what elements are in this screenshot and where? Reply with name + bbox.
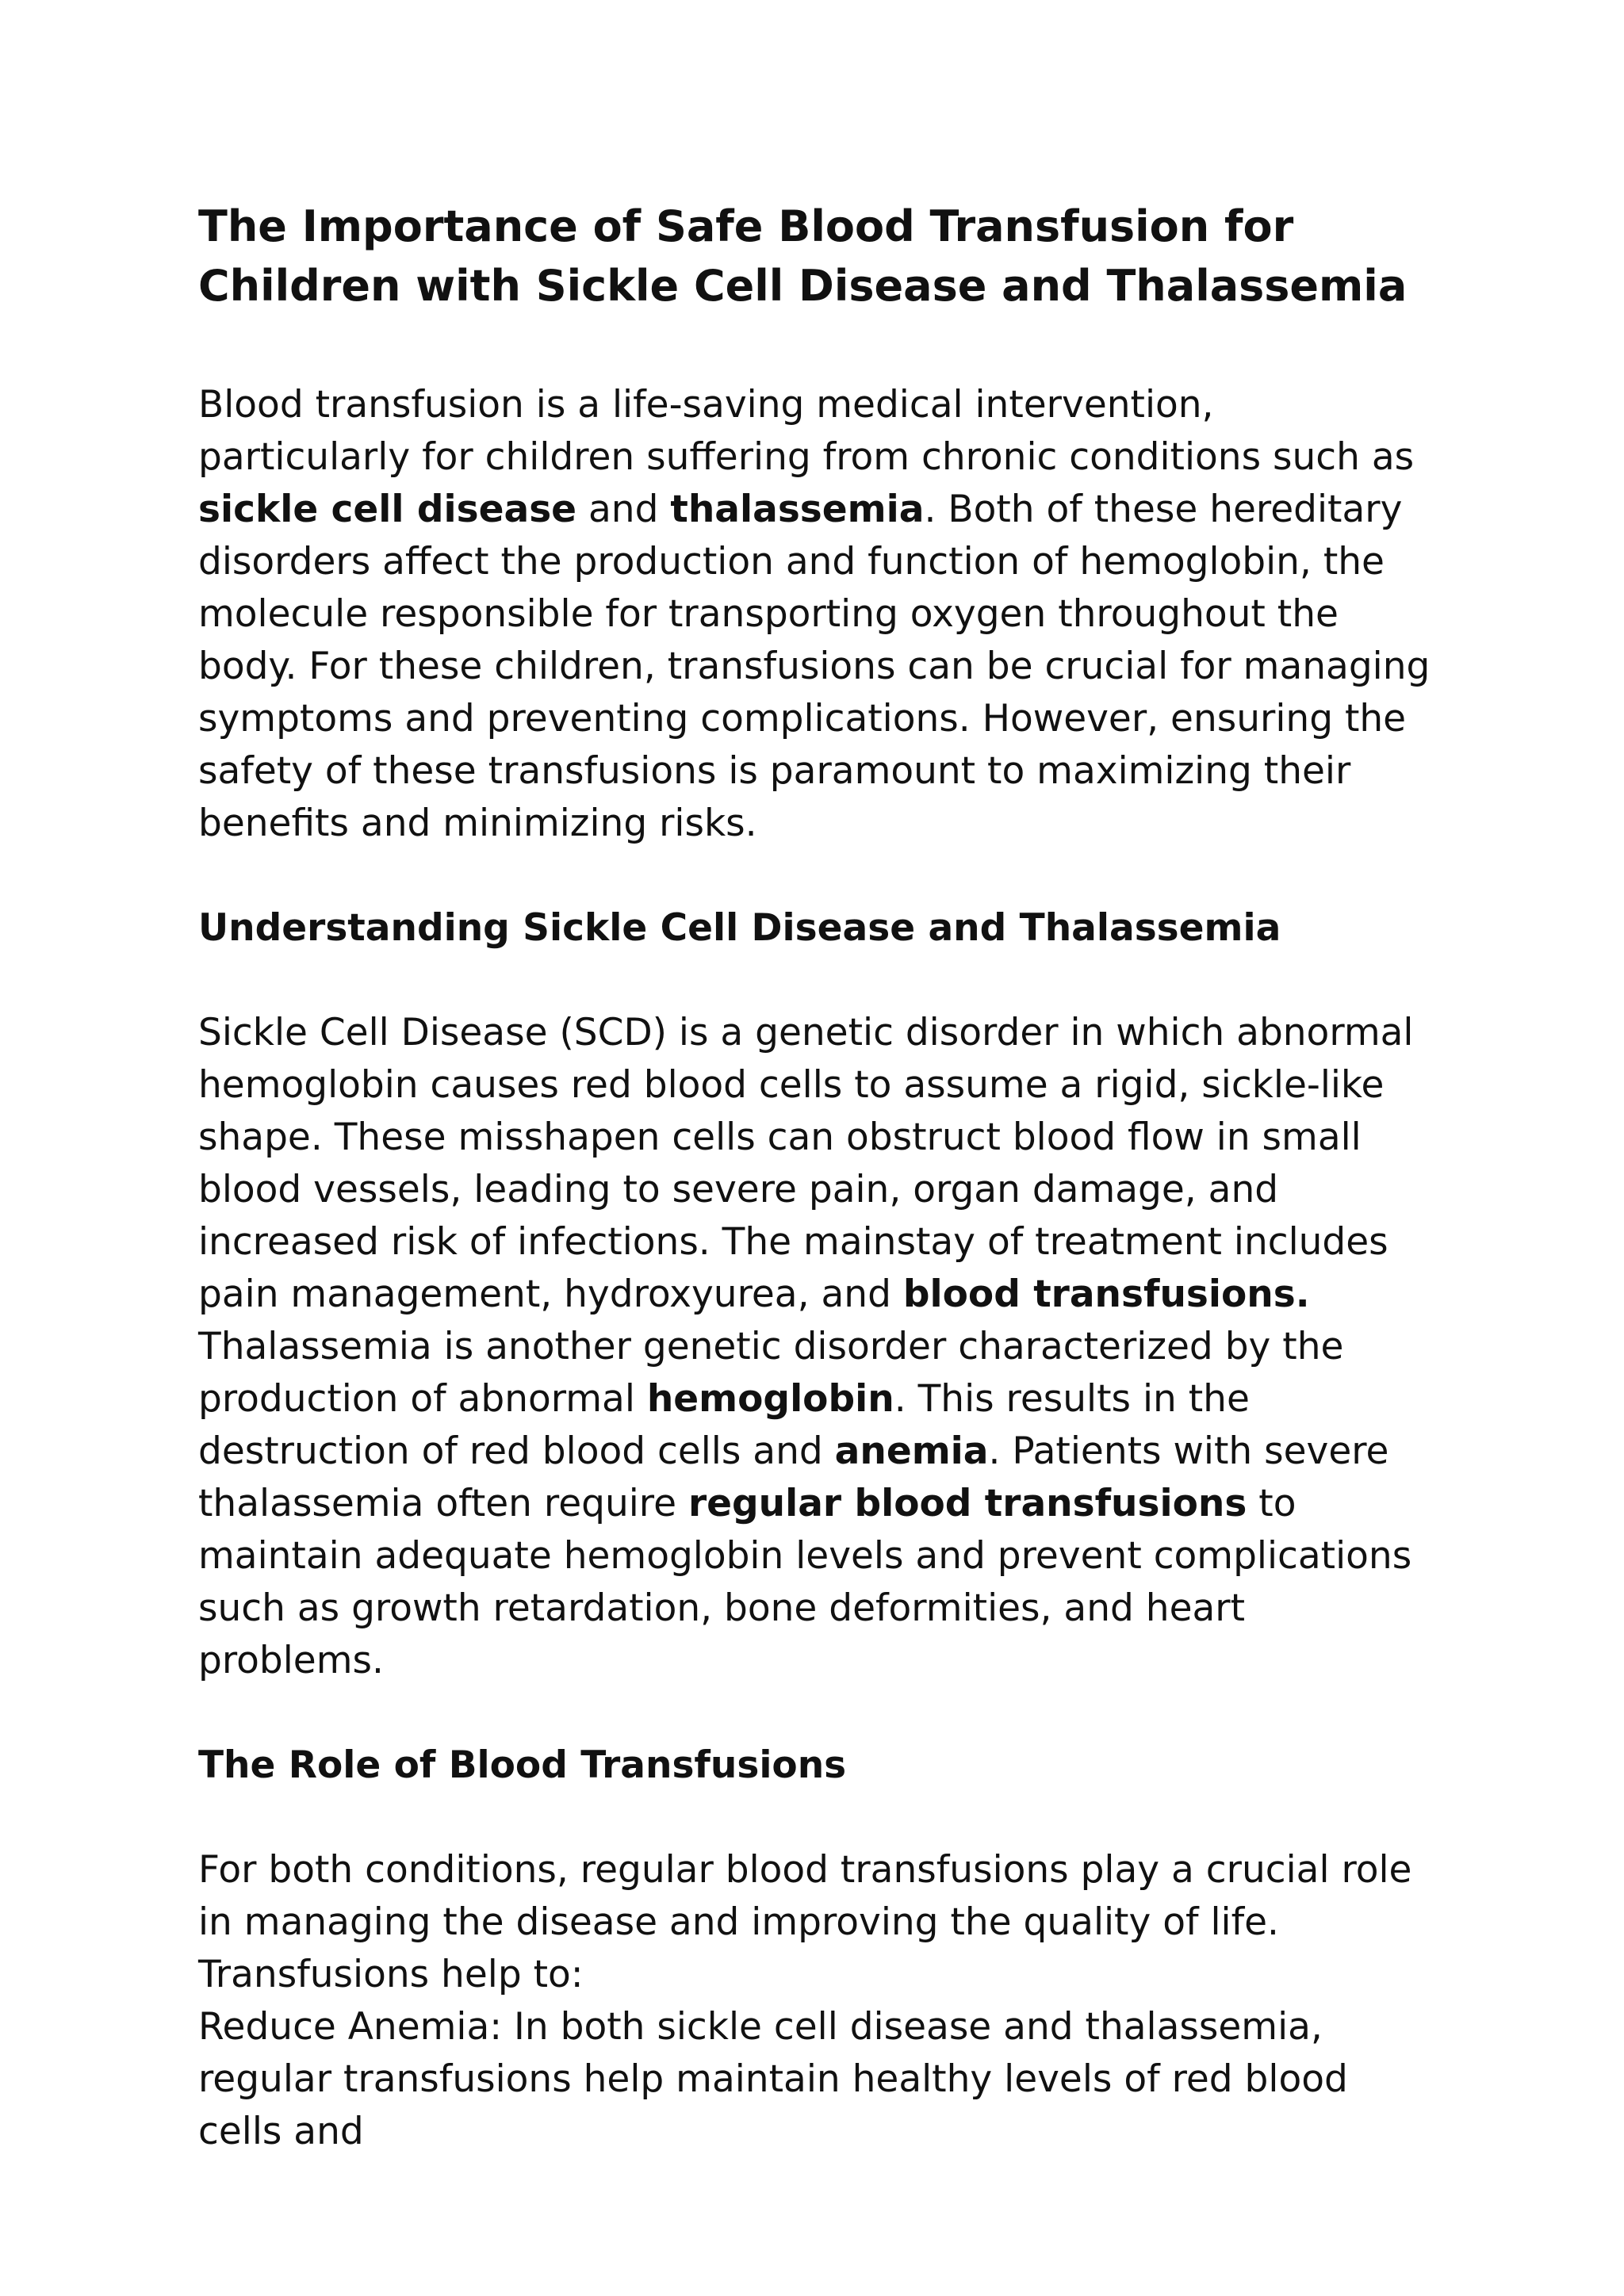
thalassemia-paragraph <box>198 1321 1435 1687</box>
thal-bold-anemia: anemia <box>834 1429 989 1473</box>
thal-text-3: . Patients with severe thalassemia often require <box>198 1429 1389 1525</box>
thal-bold-regular-blood-transfusions: regular blood transfusions <box>688 1482 1247 1525</box>
intro-text-1: Blood transfusion is a life-saving medical intervention, particularly for children suffering from chronic conditions such as <box>198 383 1415 479</box>
scd-text-1: Sickle Cell Disease (SCD) is a genetic disorder in which abnormal hemoglobin causes red blood cells to assume a rigid, sickle-like shape. These misshapen cells can obstruct blood flow in small blood vessels, leading to severe pain, organ damage, and increased risk of infections. The mainstay of treatment includes pain management, hydroxyurea, and <box>198 1011 1414 1316</box>
reduce-anemia-paragraph: Reduce Anemia: In both sickle cell disease and thalassemia, regular transfusions help maintain healthy levels of red blood cells and <box>198 2005 1348 2153</box>
thal-bold-hemoglobin: hemoglobin <box>646 1377 894 1421</box>
document-title: The Importance of Safe Blood Transfusion for Children with Sickle Cell Disease and Thalassemia <box>198 201 1408 311</box>
scd-paragraph <box>198 1007 1435 1321</box>
intro-text-2: and <box>576 488 671 531</box>
intro-bold-sickle-cell-disease: sickle cell disease <box>198 488 577 531</box>
role-paragraph: For both conditions, regular blood transfusions play a crucial role in managing the disease and improving the quality of life. Transfusions help to: <box>198 1848 1412 1996</box>
section-heading-role: The Role of Blood Transfusions <box>198 1743 847 1787</box>
intro-bold-thalassemia: thalassemia <box>670 488 925 531</box>
intro-text-3: . Both of these hereditary disorders affect the production and function of hemoglobin, the molecule responsible for transporting oxygen throughout the body. For these children, transfusions can be crucial for managing symptoms and preventing complications. However, ensuring the safety of these transfusions is paramount to maximizing their benefits and minimizing risks. <box>198 488 1431 845</box>
intro-paragraph <box>198 379 1435 850</box>
document-body <box>198 197 1435 2158</box>
section-heading-understanding: Understanding Sickle Cell Disease and Thalassemia <box>198 906 1281 950</box>
thal-text-2: . This results in the destruction of red blood cells and <box>198 1377 1250 1473</box>
scd-bold-blood-transfusions: blood transfusions. <box>902 1272 1310 1316</box>
thal-text-1: Thalassemia is another genetic disorder characterized by the production of abnormal <box>198 1325 1344 1421</box>
thal-text-4: to maintain adequate hemoglobin levels and prevent complications such as growth retardation, bone deformities, and heart problems. <box>198 1482 1412 1682</box>
